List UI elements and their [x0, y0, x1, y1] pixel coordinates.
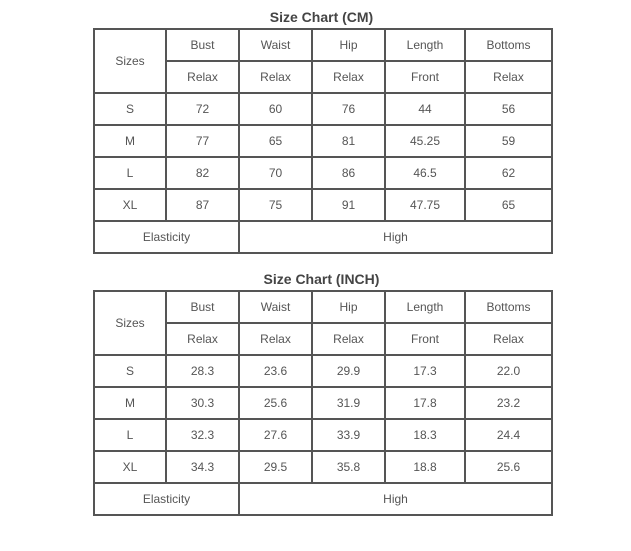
table-cell: 25.6	[239, 387, 312, 419]
size-label: L	[94, 419, 166, 451]
table-cell: 25.6	[465, 451, 552, 483]
size-label: S	[94, 93, 166, 125]
table-cell: 70	[239, 157, 312, 189]
size-label: XL	[94, 189, 166, 221]
table-cell: 76	[312, 93, 385, 125]
size-label: L	[94, 157, 166, 189]
elasticity-label: Elasticity	[94, 483, 239, 515]
sizes-header: Sizes	[94, 29, 166, 93]
table-cell: 29.5	[239, 451, 312, 483]
table-cell: 23.6	[239, 355, 312, 387]
elasticity-value: High	[239, 221, 552, 253]
header-hip: Hip	[312, 29, 385, 61]
subheader-waist: Relax	[239, 323, 312, 355]
header-row	[94, 291, 552, 323]
elasticity-label: Elasticity	[94, 221, 239, 253]
header-bust: Bust	[166, 29, 239, 61]
table-cell: 18.3	[385, 419, 465, 451]
subheader-length: Front	[385, 61, 465, 93]
subheader-hip: Relax	[312, 61, 385, 93]
table-cell: 23.2	[465, 387, 552, 419]
size-label: S	[94, 355, 166, 387]
subheader-length: Front	[385, 323, 465, 355]
table-row	[94, 189, 552, 221]
table-row	[94, 419, 552, 451]
subheader-waist: Relax	[239, 61, 312, 93]
table-cell: 35.8	[312, 451, 385, 483]
subheader-hip: Relax	[312, 323, 385, 355]
table-row	[94, 387, 552, 419]
table-cell: 60	[239, 93, 312, 125]
table-cell: 87	[166, 189, 239, 221]
table-cell: 91	[312, 189, 385, 221]
size-label: M	[94, 387, 166, 419]
table-cell: 24.4	[465, 419, 552, 451]
table-cell: 46.5	[385, 157, 465, 189]
table-row	[94, 355, 552, 387]
elasticity-row	[94, 483, 552, 515]
table-cell: 31.9	[312, 387, 385, 419]
table-cell: 56	[465, 93, 552, 125]
table-cell: 81	[312, 125, 385, 157]
size-chart-cm-table	[93, 28, 553, 254]
table-cell: 59	[465, 125, 552, 157]
size-chart-inch-table	[93, 290, 553, 516]
table-cell: 29.9	[312, 355, 385, 387]
size-label: M	[94, 125, 166, 157]
size-chart-cm-title: Size Chart (CM)	[269, 9, 374, 25]
subheader-bust: Relax	[166, 61, 239, 93]
header-waist: Waist	[239, 291, 312, 323]
table-cell: 28.3	[166, 355, 239, 387]
header-hip: Hip	[312, 291, 385, 323]
table-cell: 32.3	[166, 419, 239, 451]
table-cell: 77	[166, 125, 239, 157]
subheader-bottoms: Relax	[465, 61, 552, 93]
header-bust: Bust	[166, 291, 239, 323]
subheader-bust: Relax	[166, 323, 239, 355]
table-row	[94, 157, 552, 189]
table-cell: 44	[385, 93, 465, 125]
table-cell: 17.8	[385, 387, 465, 419]
table-cell: 62	[465, 157, 552, 189]
table-cell: 82	[166, 157, 239, 189]
table-row	[94, 451, 552, 483]
sizes-header: Sizes	[94, 291, 166, 355]
table-cell: 30.3	[166, 387, 239, 419]
elasticity-value: High	[239, 483, 552, 515]
table-cell: 65	[239, 125, 312, 157]
table-cell: 18.8	[385, 451, 465, 483]
table-cell: 65	[465, 189, 552, 221]
table-cell: 72	[166, 93, 239, 125]
table-cell: 86	[312, 157, 385, 189]
size-chart-inch-title: Size Chart (INCH)	[263, 271, 380, 287]
header-length: Length	[385, 291, 465, 323]
table-row	[94, 93, 552, 125]
header-waist: Waist	[239, 29, 312, 61]
table-row	[94, 125, 552, 157]
header-bottoms: Bottoms	[465, 29, 552, 61]
subheader-bottoms: Relax	[465, 323, 552, 355]
table-cell: 22.0	[465, 355, 552, 387]
table-cell: 34.3	[166, 451, 239, 483]
table-cell: 47.75	[385, 189, 465, 221]
table-cell: 33.9	[312, 419, 385, 451]
size-label: XL	[94, 451, 166, 483]
header-length: Length	[385, 29, 465, 61]
elasticity-row	[94, 221, 552, 253]
header-bottoms: Bottoms	[465, 291, 552, 323]
table-cell: 75	[239, 189, 312, 221]
table-cell: 27.6	[239, 419, 312, 451]
table-cell: 17.3	[385, 355, 465, 387]
header-row	[94, 29, 552, 61]
table-cell: 45.25	[385, 125, 465, 157]
